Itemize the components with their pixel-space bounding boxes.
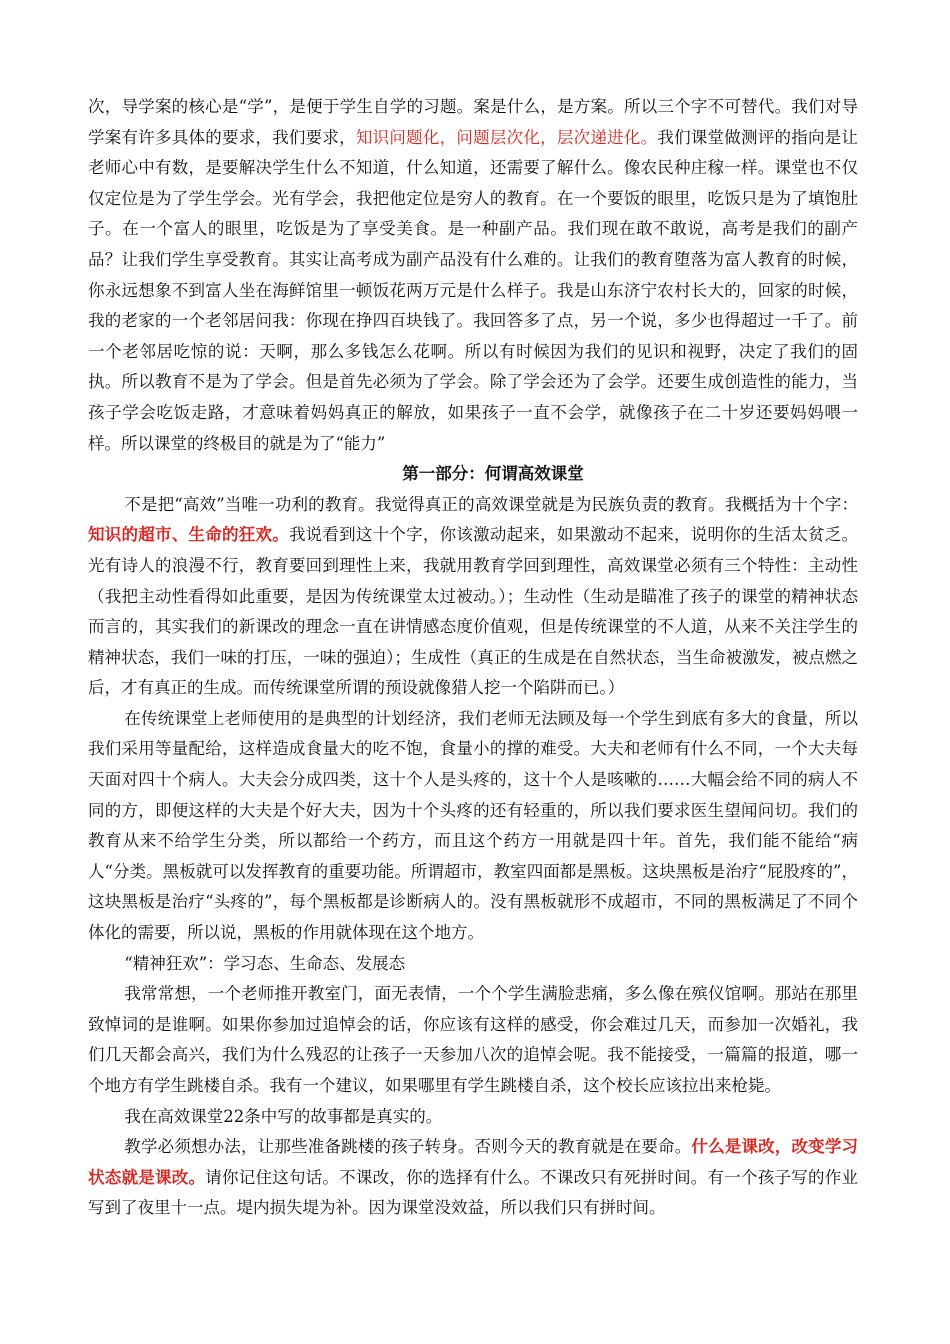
- paragraph-2-text-b: 我说看到这十个字，你该激动起来，如果激动不起来，说明你的生活太贫乏。光有诗人的浪漫不行，教育要回到理性上来，我就用教育学回到理性，高效课堂必须有三个特性：主动性（我把主动性看得如此重要，是因为传统课堂太过被动。）；生动性（生动是瞄准了孩子的课堂的精神状态而言的，其实我们的新课改的理念一直在讲情感态度价值观，但是传统课堂的不人道，从来不关注学生的精神状态，我们一味的打压，一味的强迫）；生成性（真正的生成是在自然状态，当生命被激发，被点燃之后，才有真正的生成。而传统课堂所谓的预设就像猎人挖一个陷阱而已。）: [88, 525, 859, 698]
- paragraph-5: 我常常想，一个老师推开教室门，面无表情，一个个学生满脸悲痛，多么像在殡仪馆啊。那站在那里致悼词的是谁啊。如果你参加过追悼会的话，你应该有这样的感受，你会难过几天，而参加一次婚礼，我们几天都会高兴，我们为什么残忍的让孩子一天参加八次的追悼会呢。我不能接受，一篇篇的报道，哪一个地方有学生跳楼自杀。我有一个建议，如果哪里有学生跳楼自杀，这个校长应该拉出来枪毙。: [88, 984, 858, 1095]
- paragraph-1-text-b: 我们课堂做测评的指向是让老师心中有数，是要解决学生什么不知道，什么知道，还需要了解什么。像农民种庄稼一样。课堂也不仅仅定位是为了学生学会。光有学会，我把他定位是穷人的教育。在一个要饭的眼里，吃饭只是为了填饱肚子。在一个富人的眼里，吃饭是为了享受美食。是一种副产品。我们现在敢不敢说，高考是我们的副产品？让我们学生享受教育。其实让高考成为副产品没有什么难的。让我们的教育堕落为富人教育的时候，你永远想象不到富人坐在海鲜馆里一顿饭花两万元是什么样子。我是山东济宁农村长大的，回家的时候，我的老家的一个老邻居问我：你现在挣四百块钱了。我回答多了点，另一个说，多少也得超过一千了。前一个老邻居吃惊的说：天啊，那么多钱怎么花啊。所以有时候因为我们的见识和视野，决定了我们的固执。所以教育不是为了学会。但是首先必须为了学会。除了学会还为了会学。还要生成创造性的能力，当孩子学会吃饭走路，才意味着妈妈真正的解放，如果孩子一直不会学，就像孩子在二十岁还要妈妈喂一样。所以课堂的终极目的就是为了“能力”: [88, 127, 859, 453]
- paragraph-7-text-b: 请你记住这句话。不课改，你的选择有什么。不课改只有死拼时间。有一个孩子写的作业写到了夜里十一点。堤内损失堤为补。因为课堂没效益，所以我们只有拼时间。: [88, 1167, 859, 1218]
- paragraph-2-text-a: 不是把“高效”当唯一功利的教育。我觉得真正的高效课堂就是为民族负责的教育。我概括为十个字：: [124, 494, 858, 514]
- paragraph-6: 我在高效课堂22条中写的故事都是真实的。: [124, 1106, 443, 1126]
- paragraph-3: 在传统课堂上老师使用的是典型的计划经济，我们老师无法顾及每一个学生到底有多大的食量，所以我们采用等量配给，这样造成食量大的吃不饱，食量小的撑的难受。大夫和老师有什么不同，一个大夫每天面对四十个病人。大夫会分成四类，这十个人是头疼的，这十个人是咳嗽的……大幅会给不同的病人不同的方，即便这样的大夫是个好大夫，因为十个头疼的还有轻重的，所以我们要求医生望闻问切。我们的教育从来不给学生分类，所以都给一个药方，而且这个药方一用就是四十年。首先，我们能不能给“病人“分类。黑板就可以发挥教育的重要功能。所谓超市，教室四面都是黑板。这块黑板是治疗“屁股疼的”，这块黑板是治疗“头疼的”，每个黑板都是诊断病人的。没有黑板就形不成超市，不同的黑板满足了不同个体化的需要，所以说，黑板的作用就体现在这个地方。: [88, 708, 858, 943]
- paragraph-2: [88, 490, 858, 704]
- paragraph-1-highlight: 知识问题化，问题层次化，层次递进化。: [355, 127, 658, 147]
- paragraph-2-highlight: 知识的超市、生命的狂欢。: [88, 525, 289, 545]
- paragraph-7: [88, 1132, 858, 1224]
- paragraph-1: [88, 92, 858, 459]
- document-page: [88, 92, 858, 1224]
- paragraph-7-text-a: 教学必须想办法，让那些准备跳楼的孩子转身。否则今天的教育就是在要命。: [124, 1137, 692, 1157]
- paragraph-7-highlight: 什么是课改，改变学习状态就是课改。: [88, 1137, 859, 1187]
- paragraph-1-text-a: 次，导学案的核心是“学”，是便于学生自学的习题。案是什么，是方案。所以三个字不可替代。我们对导学案有许多具体的要求，我们要求，: [88, 97, 858, 147]
- paragraph-4: “精神狂欢”：学习态、生命态、发展态: [124, 953, 406, 973]
- section-heading: 第一部分：何谓高效课堂: [402, 464, 584, 484]
